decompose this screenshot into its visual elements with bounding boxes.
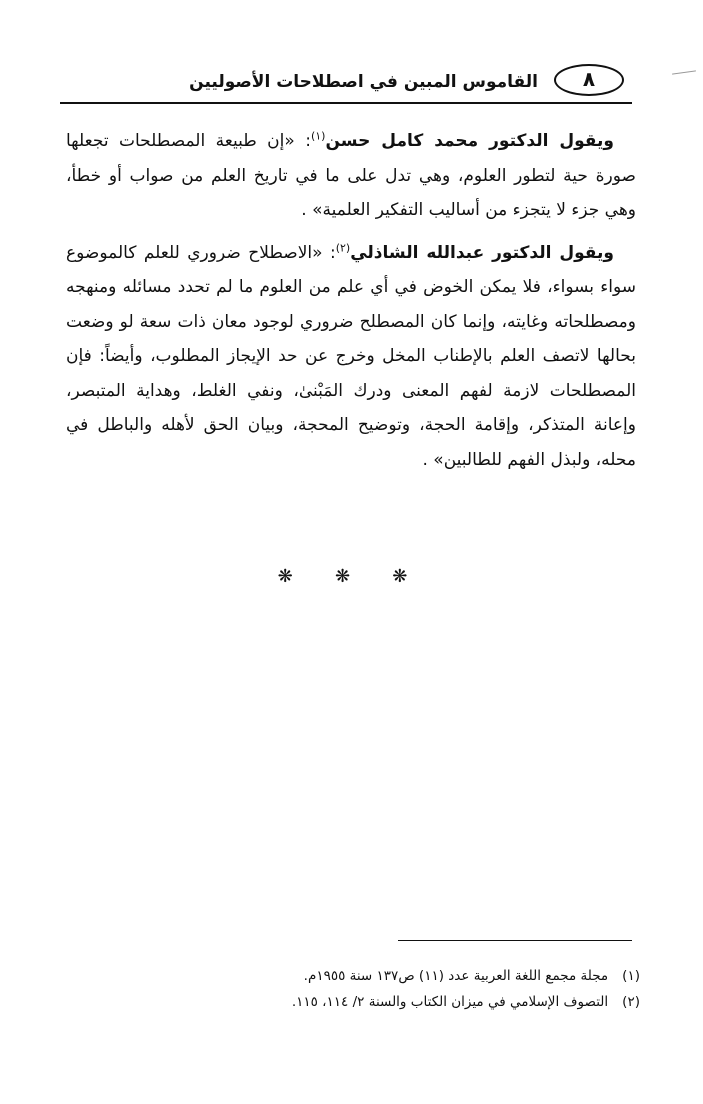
page-number: ٨	[554, 64, 624, 96]
quote-text: : «إن طبيعة المصطلحات تجعلها صورة حية لتطور العلوم، وهي تدل على ما في تاريخ العلم من صواب أو خطأ، وهي جزء لا يتجزء من أساليب التفكير العلمية» .	[66, 131, 636, 220]
header-rule	[60, 102, 632, 104]
margin-pencil-mark	[672, 70, 696, 74]
footnote	[120, 963, 640, 989]
footnote-reference: (١)	[310, 129, 326, 143]
footnote-text: التصوف الإسلامي في ميزان الكتاب والسنة ٢/ ١١٤، ١١٥.	[291, 994, 609, 1010]
author-lead: ويقول الدكتور محمد كامل حسن	[325, 131, 614, 151]
footnote-rule	[398, 940, 632, 941]
footnote	[120, 989, 640, 1015]
paragraph	[66, 236, 636, 478]
body-text	[66, 124, 636, 477]
section-separator: ❋ ❋ ❋	[277, 566, 426, 587]
running-header	[60, 62, 632, 102]
author-lead: ويقول الدكتور عبدالله الشاذلي	[350, 242, 614, 263]
quote-text: : «الاصطلاح ضروري للعلم كالموضوع سواء بسواء، فلا يمكن الخوض في أي علم من العلوم ما لم تحدد مسائله ومنهجه ومصطلحاته وغايته، وإنما كان المصطلح ضروري لوجود معان ذات سعة لو وضعت بحالها لاتصف العلم بالإطناب المخل وخرج عن حد الإيجاز المطلوب، وأيضاً: فإن المصطلحات لازمة لفهم المعنى ودرك المَبْنىٰ، ونفي الغلط، وهداية المتبصر، وإعانة المتذكر، وإقامة الحجة، وتوضيح المحجة، وبيان الحق لأهله والباطل في محله، ولبذل الفهم للطالبين» .	[66, 242, 636, 470]
footnote-number: (١)	[622, 968, 640, 984]
footnotes	[120, 963, 640, 1015]
paragraph	[66, 124, 636, 228]
footnote-reference: (٢)	[335, 240, 351, 254]
running-title: القاموس المبين في اصطلاحات الأصوليين	[189, 72, 538, 92]
footnote-number: (٢)	[622, 994, 640, 1010]
footnote-text: مجلة مجمع اللغة العربية عدد (١١) ص١٣٧ سنة ١٩٥٥م.	[303, 968, 609, 984]
